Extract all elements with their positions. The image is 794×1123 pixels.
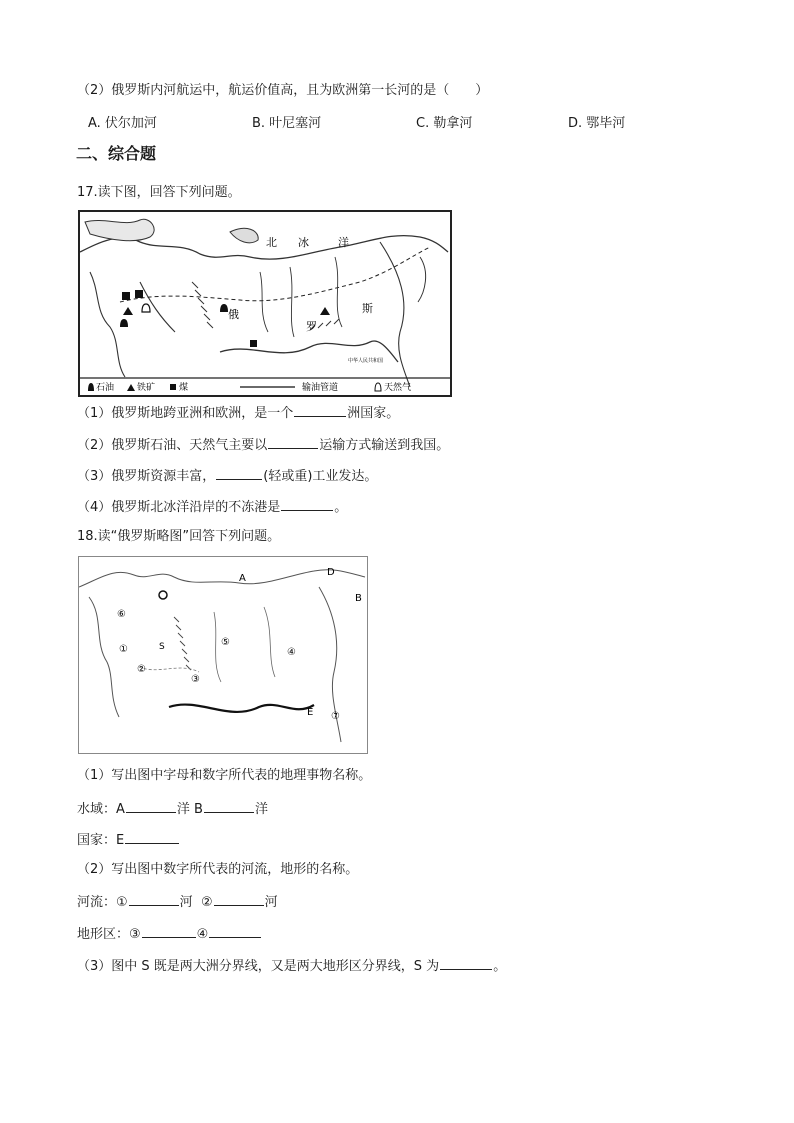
legend-pipeline: 输油管道 xyxy=(302,383,339,393)
q18-russia-sketch-map xyxy=(78,556,368,754)
q18-sub2: （2）写出图中数字所代表的河流，地形的名称。 xyxy=(77,862,359,877)
q18-terrain-blank-3[interactable] xyxy=(142,924,196,938)
q18-water-label: 水域：A xyxy=(77,802,125,817)
q17-sub4 xyxy=(77,497,347,517)
country-label-2: 罗 xyxy=(306,320,317,333)
northern-coastline xyxy=(79,570,365,587)
q17-sub3-text-a: （3）俄罗斯资源丰富， xyxy=(77,469,216,484)
q18-sub3-text-b: 。 xyxy=(493,959,507,974)
map-num-6: ⑥ xyxy=(117,609,126,620)
q18-river-blank-2[interactable] xyxy=(214,892,264,906)
q17-sub2-blank[interactable] xyxy=(268,435,318,449)
q17-stem: 17.读下图，回答下列问题。 xyxy=(77,185,241,200)
q17-sub3-blank[interactable] xyxy=(216,466,262,480)
q18-stem: 18.读“俄罗斯略图”回答下列问题。 xyxy=(77,529,281,544)
oil-symbol-1 xyxy=(120,319,128,327)
q17-sub4-text-b: 。 xyxy=(334,500,348,515)
river-line-1 xyxy=(214,612,221,682)
map-num-7: ⑦ xyxy=(331,711,340,722)
q18-water-end: 洋 xyxy=(254,802,268,817)
q16-option-d: D. 鄂毕河 xyxy=(568,116,626,131)
q18-terrain-num-4: ④ xyxy=(196,927,209,942)
map-num-1: ① xyxy=(119,644,128,655)
river-lena xyxy=(335,257,342,327)
q18-river-num-2: ② xyxy=(200,895,213,910)
q17-sub2-text-a: （2）俄罗斯石油、天然气主要以 xyxy=(77,438,268,453)
q16-2-stem: （2）俄罗斯内河航运中，航运价值高，且为欧洲第一长河的是（ ） xyxy=(77,83,489,98)
ocean-label-3: 洋 xyxy=(338,236,349,249)
legend-coal-icon xyxy=(170,384,176,390)
q18-sub3-text-a: （3）图中 S 既是两大洲分界线，又是两大地形区分界线，S 为 xyxy=(77,959,440,974)
q18-river-label: 河流： xyxy=(77,895,117,910)
western-outline xyxy=(89,597,119,717)
map-num-4: ④ xyxy=(287,647,296,658)
europe-outline xyxy=(90,272,175,377)
q17-sub1 xyxy=(77,403,399,423)
q18-river-blank-1[interactable] xyxy=(129,892,179,906)
q18-river-mid: 河 xyxy=(179,895,193,910)
map-label-d: D xyxy=(327,567,335,578)
q18-water-mid: 洋 B xyxy=(176,802,203,817)
ocean-label-1: 北 xyxy=(266,236,277,249)
q18-terrain-label: 地形区： xyxy=(77,927,130,942)
country-label-3: 斯 xyxy=(362,302,373,315)
country-label-1: 俄 xyxy=(228,308,239,321)
q17-russia-resources-map xyxy=(78,210,452,397)
q17-sub4-blank[interactable] xyxy=(281,497,333,511)
q18-river-num-1: ① xyxy=(116,895,128,910)
q18-sub3 xyxy=(77,956,506,976)
legend-gas-icon xyxy=(375,383,381,391)
coal-symbol-3 xyxy=(250,340,257,347)
legend-iron: 铁矿 xyxy=(137,383,156,393)
ural-line xyxy=(174,617,191,670)
ural-mountains xyxy=(192,282,213,328)
q17-sub3-text-b: (轻或重)工业发达。 xyxy=(263,469,378,484)
legend-coal: 煤 xyxy=(179,383,189,393)
q18-water-blank-a[interactable] xyxy=(126,799,176,813)
q18-water-blank-b[interactable] xyxy=(204,799,254,813)
q16-option-a: A. 伏尔加河 xyxy=(88,116,157,131)
gas-symbol-1 xyxy=(142,304,150,312)
q18-country-blank-e[interactable] xyxy=(125,830,179,844)
q18-country-row xyxy=(77,830,180,850)
river-yenisei xyxy=(290,267,294,337)
section-title: 二、综合题 xyxy=(76,144,157,163)
q18-terrain-row xyxy=(77,924,262,944)
iron-symbol-1 xyxy=(123,307,133,315)
q16-option-b: B. 叶尼塞河 xyxy=(252,116,322,131)
q18-map-svg xyxy=(79,557,367,753)
q17-sub1-text-a: （1）俄罗斯地跨亚洲和欧洲，是一个 xyxy=(77,406,294,421)
ocean-label-2: 冰 xyxy=(298,236,309,249)
q18-terrain-blank-4[interactable] xyxy=(209,924,261,938)
q17-sub2 xyxy=(77,435,449,455)
q18-water-row xyxy=(77,799,268,819)
iron-symbol-2 xyxy=(320,307,330,315)
map-label-b: B xyxy=(355,593,362,604)
map-label-e: E xyxy=(307,707,314,718)
q17-sub1-text-b: 洲国家。 xyxy=(347,406,400,421)
q18-sub3-blank[interactable] xyxy=(440,956,492,970)
map-label-a: A xyxy=(239,573,246,584)
coal-symbol-2 xyxy=(135,290,143,298)
pipeline-route xyxy=(120,247,430,302)
kamchatka-outline xyxy=(418,257,426,302)
q18-terrain-num-3: ③ xyxy=(129,927,141,942)
novaya-zemlya-shape xyxy=(230,228,258,243)
q17-sub2-text-b: 运输方式输送到我国。 xyxy=(319,438,450,453)
q18-sub1: （1）写出图中字母和数字所代表的地理事物名称。 xyxy=(77,768,372,783)
q17-map-svg xyxy=(80,212,450,395)
prc-label: 中华人民共和国 xyxy=(348,358,384,364)
map-num-3: ③ xyxy=(191,674,200,685)
map-num-5: ⑤ xyxy=(221,637,230,648)
q17-sub3 xyxy=(77,466,377,486)
q17-sub4-text-a: （4）俄罗斯北冰洋沿岸的不冻港是 xyxy=(77,500,281,515)
legend-gas: 天然气 xyxy=(384,383,412,393)
river-ob xyxy=(260,272,268,332)
legend-oil-icon xyxy=(88,383,94,391)
pacific-coast xyxy=(380,242,410,387)
map-num-2: ② xyxy=(137,664,146,675)
q18-river-end: 河 xyxy=(264,895,278,910)
q18-river-row xyxy=(77,892,278,912)
q16-option-c: C. 勒拿河 xyxy=(416,116,473,131)
river-line-2 xyxy=(264,607,275,677)
legend-oil: 石油 xyxy=(96,383,115,393)
oil-symbol-2 xyxy=(220,304,228,312)
q18-country-label: 国家：E xyxy=(77,833,125,848)
coal-symbol-1 xyxy=(122,292,130,300)
port-marker xyxy=(159,591,167,599)
map-label-s: S xyxy=(159,642,165,652)
southern-border xyxy=(169,705,314,712)
legend-iron-icon xyxy=(127,384,135,391)
q17-sub1-blank[interactable] xyxy=(294,403,346,417)
scandinavia-shape xyxy=(85,219,154,240)
